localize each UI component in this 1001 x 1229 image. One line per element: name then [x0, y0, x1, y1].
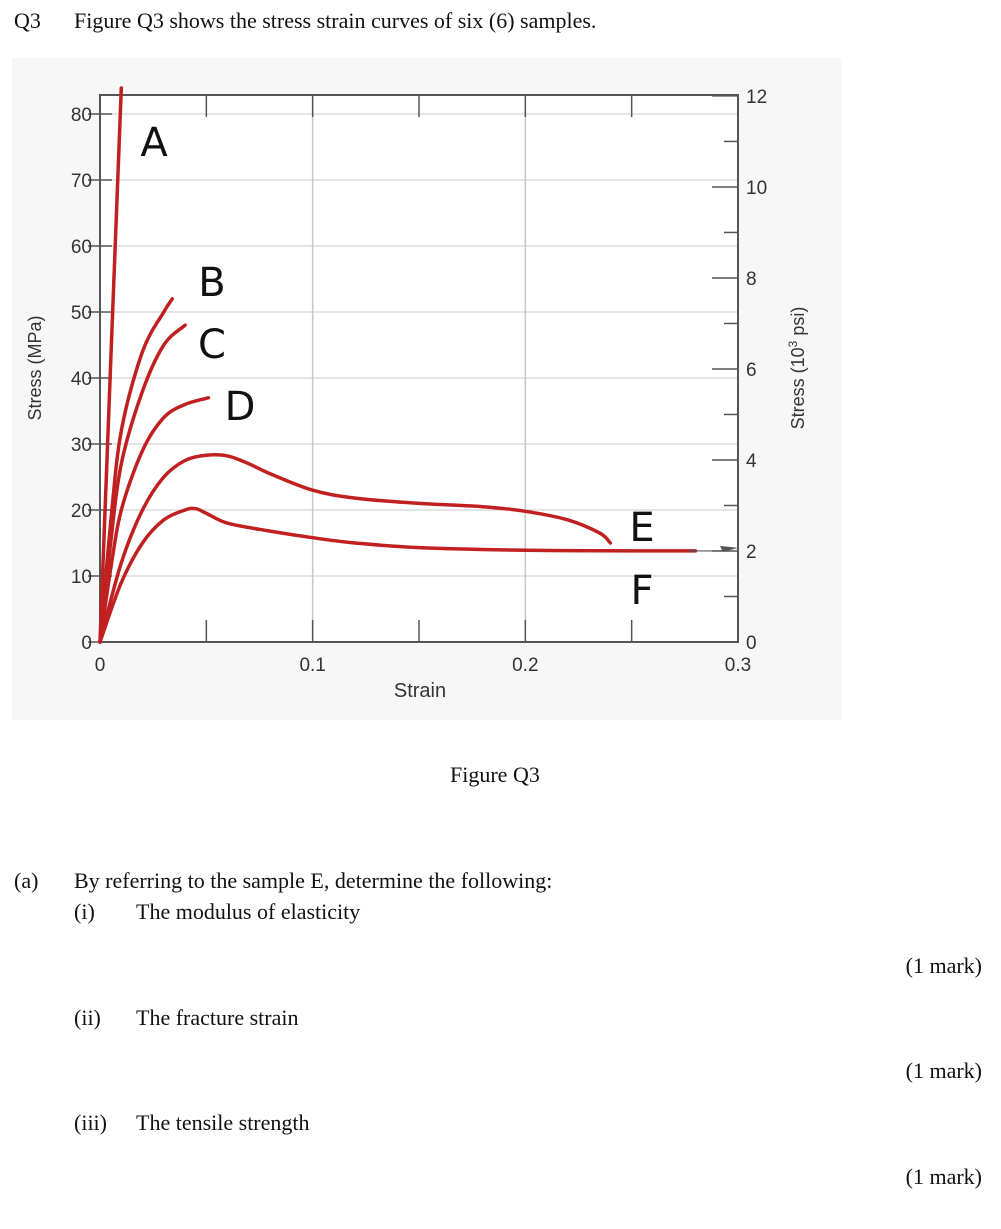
item-i-mark: (1 mark): [905, 953, 982, 978]
x-axis-label: Strain: [393, 680, 447, 702]
y-tick-label: 50: [70, 303, 92, 324]
y-tick-label: 20: [70, 501, 92, 522]
figure-caption: Figure Q3: [450, 762, 540, 787]
y-tick-label: 80: [70, 105, 92, 126]
series-label-e: E: [629, 505, 655, 551]
y2-tick-label: 0: [746, 633, 757, 654]
item-ii-number: (ii): [74, 1005, 101, 1030]
series-label-a: A: [140, 120, 168, 166]
series-label-f: F: [630, 568, 654, 614]
y2-axis-label: [786, 307, 808, 430]
series-label-d: D: [224, 384, 256, 430]
plot-area: [100, 95, 738, 642]
y2-label-end: psi): [788, 306, 808, 341]
series-label-b: B: [198, 260, 226, 306]
y2-label-main: Stress (10: [788, 347, 808, 430]
y-axis-label: Stress (MPa): [25, 315, 45, 421]
part-a-text: By referring to the sample E, determine the following:: [74, 868, 553, 893]
y2-label-sup: 3: [786, 340, 800, 348]
question-text: Figure Q3 shows the stress strain curves of six (6) samples.: [74, 8, 597, 33]
item-iii-mark: (1 mark): [905, 1164, 982, 1189]
item-i-text: The modulus of elasticity: [136, 899, 361, 924]
y2-tick-label: 4: [746, 450, 757, 472]
y2-tick-label: 10: [746, 177, 768, 199]
question-number: Q3: [14, 8, 41, 33]
part-a-label: (a): [14, 868, 39, 893]
x-tick-label: 0.3: [724, 655, 752, 676]
y-tick-label: 30: [70, 435, 92, 456]
y2-tick-label: 2: [746, 541, 757, 563]
y2-tick-label: 8: [746, 268, 757, 290]
y-tick-label: 40: [70, 369, 92, 390]
y-tick-label: 70: [70, 171, 92, 192]
x-tick-label: 0.1: [299, 655, 326, 676]
item-iii-text: The tensile strength: [136, 1110, 310, 1135]
y-tick-label: 60: [70, 237, 92, 258]
item-i-number: (i): [74, 899, 95, 924]
y2-tick-label: 12: [746, 86, 768, 108]
item-iii-number: (iii): [74, 1110, 107, 1135]
x-tick-label: 0.2: [512, 655, 539, 676]
item-ii-text: The fracture strain: [136, 1005, 299, 1030]
y-tick-label: 10: [70, 567, 92, 588]
x-tick-label: 0: [94, 655, 106, 676]
y-tick-label: 0: [81, 633, 92, 654]
y2-tick-label: 6: [746, 359, 757, 381]
item-ii-mark: (1 mark): [905, 1058, 982, 1083]
series-label-c: C: [198, 322, 226, 368]
